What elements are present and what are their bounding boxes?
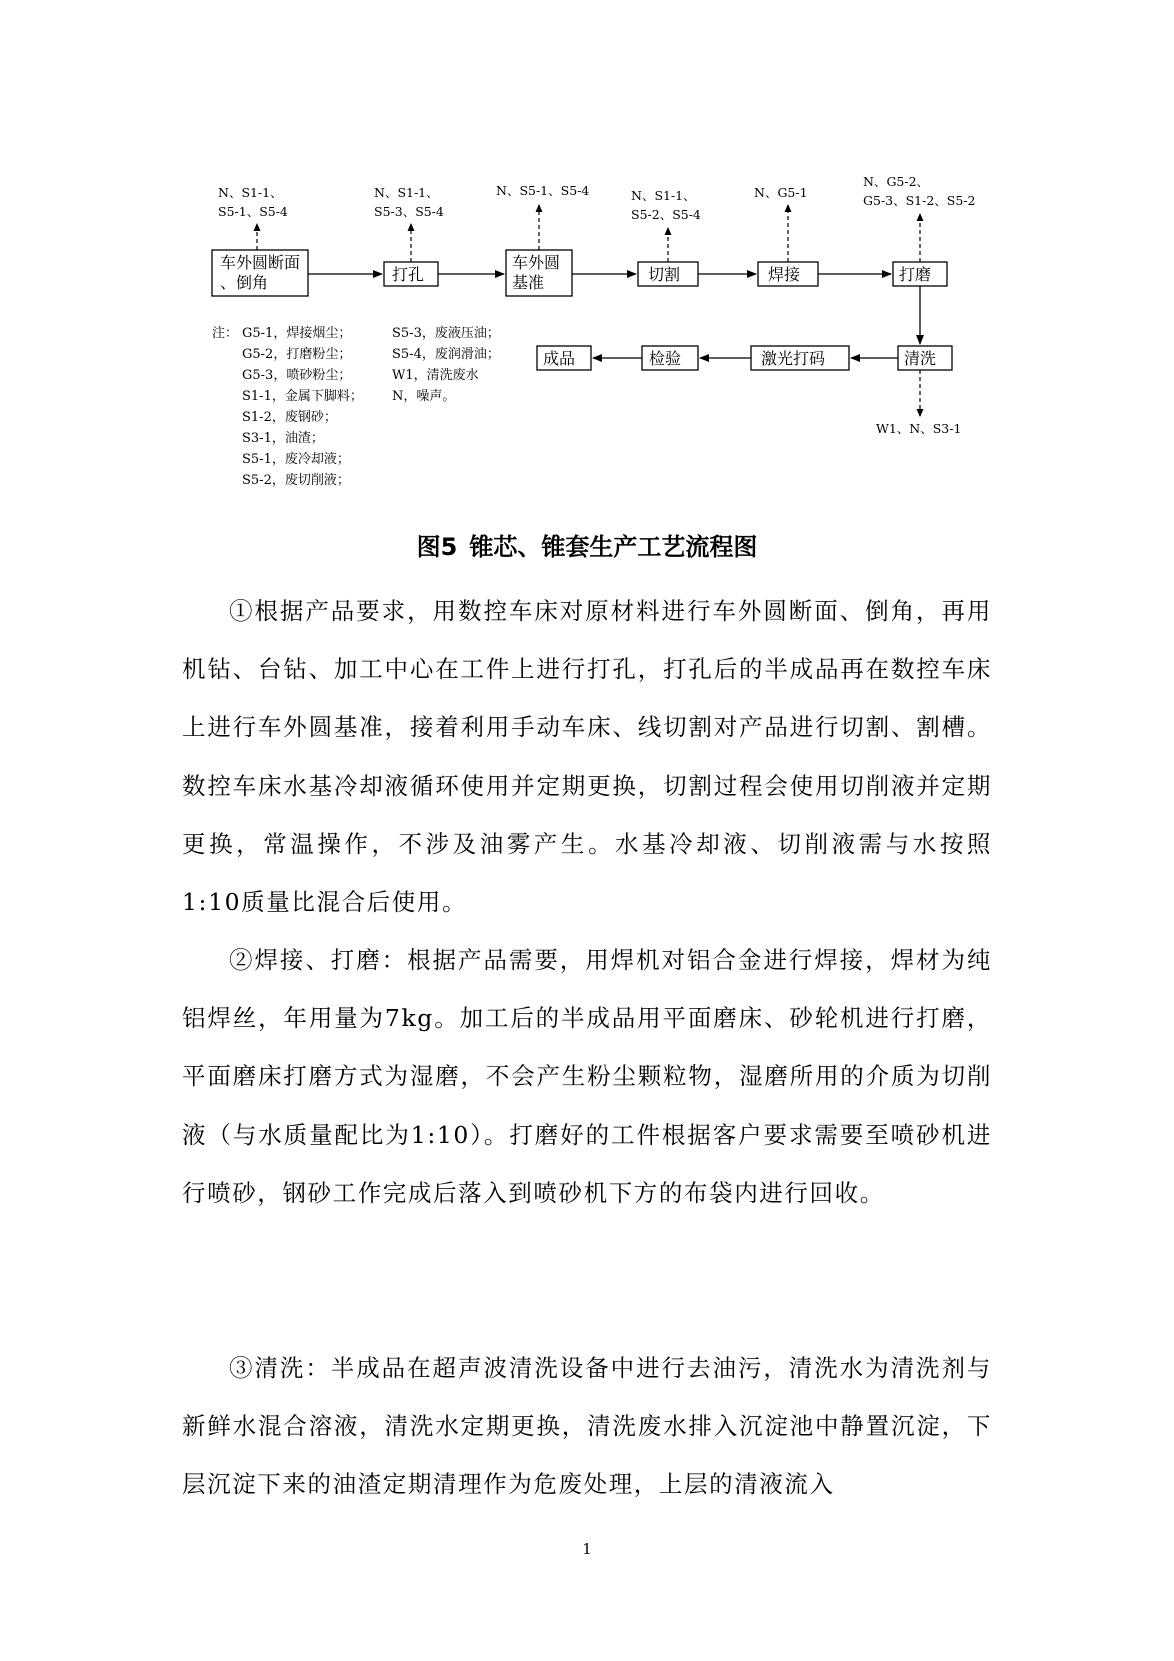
step-grinding <box>893 262 947 286</box>
step-cutting-label: 切割 <box>648 265 681 284</box>
step-laser-marking-label: 激光打码 <box>761 349 826 368</box>
emission-drilling-2: S5-3、S5-4 <box>374 204 444 219</box>
process-flow-diagram <box>0 0 1174 500</box>
step-inspection <box>642 346 698 370</box>
step-cutting <box>638 262 698 286</box>
note-item: G5-2，打磨粉尘； <box>242 347 352 362</box>
paragraph-1: ①根据产品要求，用数控车床对原材料进行车外圆断面、倒角，再用机钻、台钻、加工中心在工件上进行打孔，打孔后的半成品再在数控车床上进行车外圆基准，接着利用手动车床、线切割对产品进行切割、割槽。数控车床水基冷却液循环使用并定期更换，切割过程会使用切削液并定期更换，常温操作，不涉及油雾产生。水基冷却液、切削液需与水按照1:10质量比混合后使用。 <box>182 597 992 917</box>
note-item: G5-1，焊接烟尘； <box>242 326 352 341</box>
step-grinding-label: 打磨 <box>899 265 932 284</box>
emission-welding-1: N、G5-1 <box>754 185 808 200</box>
step-turn-datum <box>506 250 572 296</box>
emission-datum-1: N、S5-1、S5-4 <box>496 183 590 198</box>
emission-cutting-face-1: N、S1-1、 <box>218 185 283 200</box>
paragraph-3: ③清洗：半成品在超声波清洗设备中进行去油污，清洗水为清洗剂与新鲜水混合溶液，清洗水定期更换，清洗废水排入沉淀池中静置沉淀，下层沉淀下来的油渣定期清理作为危废处理，上层的清液流入 <box>182 1354 992 1499</box>
step-turn-datum-label: 车外圆基准 <box>512 253 561 292</box>
emission-grinding-2: G5-3、S1-2、S5-2 <box>863 193 976 208</box>
step-turn-face-chamfer-label: 车外圆断面、倒角 <box>220 253 301 292</box>
step-drilling-label: 打孔 <box>392 265 425 284</box>
emission-cleaning: W1、N、S3-1 <box>876 421 962 436</box>
note-item: S5-2，废切削液； <box>242 473 350 488</box>
step-drilling <box>384 262 438 286</box>
note-item: S1-2，废钢砂； <box>242 410 337 425</box>
step-inspection-label: 检验 <box>649 349 682 368</box>
emission-grinding-1: N、G5-2、 <box>863 174 930 189</box>
note-item: G5-3，喷砂粉尘； <box>242 368 352 383</box>
note-item: S1-1，金属下脚料； <box>242 389 363 404</box>
step-cleaning <box>898 346 952 370</box>
step-turn-face-chamfer <box>212 250 308 296</box>
note-item: S5-1，废冷却液； <box>242 452 350 467</box>
emission-arrows <box>257 205 920 416</box>
figure-title: 锥芯、锥套生产工艺流程图 <box>469 533 758 561</box>
page-number: 1 <box>582 1540 592 1558</box>
emission-cutting-1: N、S1-1、 <box>631 188 696 203</box>
note-item: N，噪声。 <box>392 389 456 404</box>
paragraph-2: ②焊接、打磨：根据产品需要，用焊机对铝合金进行焊接，焊材为纯铝焊丝，年用量为7kg。加工后的半成品用平面磨床、砂轮机进行打磨，平面磨床打磨方式为湿磨，不会产生粉尘颗粒物，湿磨所用的介质为切削液（与水质量配比为1:10）。打磨好的工件根据客户要求需要至喷砂机进行喷砂，钢砂工作完成后落入到喷砂机下方的布袋内进行回收。 <box>182 946 992 1207</box>
figure-number: 图5 <box>416 533 458 561</box>
step-welding <box>758 262 818 286</box>
note-item: W1，清洗废水 <box>392 368 479 383</box>
step-laser-marking <box>751 346 849 370</box>
step-finished-product <box>537 346 591 370</box>
step-cleaning-label: 清洗 <box>904 349 937 368</box>
note-item: S5-4，废润滑油； <box>392 347 500 362</box>
emission-drilling-1: N、S1-1、 <box>374 185 439 200</box>
emission-cutting-face-2: S5-1、S5-4 <box>218 204 288 219</box>
legend-notes <box>212 325 500 488</box>
figure-caption <box>0 527 1174 562</box>
note-item: S5-3，废液压油； <box>392 326 500 341</box>
note-prefix: 注： <box>212 326 239 341</box>
step-welding-label: 焊接 <box>768 265 801 284</box>
step-finished-product-label: 成品 <box>543 349 576 368</box>
emission-cutting-2: S5-2、S5-4 <box>631 207 701 222</box>
note-item: S3-1，油渣； <box>242 431 324 446</box>
